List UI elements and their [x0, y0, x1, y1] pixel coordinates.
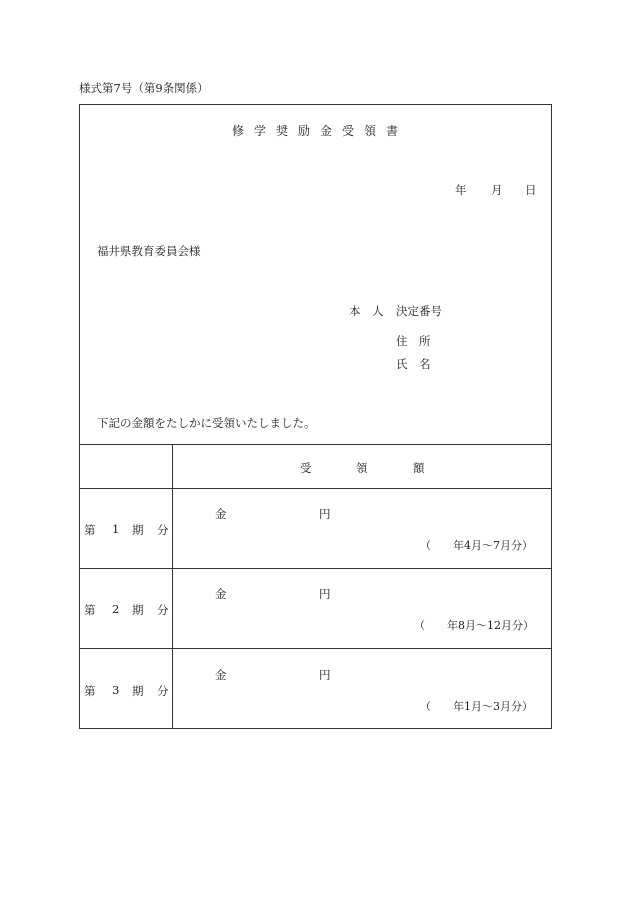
table-header-divider: [79, 488, 552, 489]
period-2-bun: 分: [157, 603, 169, 617]
period-1-currency-suffix: 円: [319, 507, 331, 521]
period-2-currency-suffix: 円: [319, 587, 331, 601]
addressee: 福井県教育委員会様: [97, 244, 201, 258]
form-id: 様式第7号（第9条関係）: [79, 81, 209, 95]
applicant-person-label: 本 人: [349, 304, 384, 318]
period-1-ki: 期: [132, 523, 144, 537]
period-3-currency-suffix: 円: [319, 668, 331, 682]
header-receipt-char: 受: [300, 461, 312, 475]
decision-number-label: 決定番号: [396, 304, 442, 318]
header-receive-char: 領: [356, 461, 368, 475]
header-amount-char: 額: [413, 461, 425, 475]
date-month-label: 月: [491, 183, 503, 197]
period-3-dai: 第: [84, 684, 96, 698]
document-title: 修学奨励金受領書: [231, 124, 408, 138]
period-2-month-range: （ 年8月～12月分）: [414, 619, 534, 632]
period-2-number: 2: [112, 602, 120, 616]
period-1-number: 1: [112, 522, 120, 536]
row-divider-2: [79, 648, 552, 649]
receipt-statement: 下記の金額をたしかに受領いたしました。: [97, 416, 316, 430]
date-day-label: 日: [525, 183, 537, 197]
table-top-border: [79, 444, 552, 445]
period-2-dai: 第: [84, 603, 96, 617]
table-column-divider: [172, 444, 173, 729]
period-3-number: 3: [112, 683, 120, 697]
period-1-bun: 分: [157, 523, 169, 537]
period-3-currency-prefix: 金: [215, 668, 227, 682]
period-3-ki: 期: [132, 684, 144, 698]
period-2-currency-prefix: 金: [215, 587, 227, 601]
name-label: 氏 名: [396, 357, 431, 371]
date-year-label: 年: [455, 183, 467, 197]
period-1-month-range: （ 年4月～7月分）: [420, 539, 533, 552]
period-1-dai: 第: [84, 523, 96, 537]
period-3-bun: 分: [157, 684, 169, 698]
period-2-ki: 期: [132, 603, 144, 617]
row-divider-1: [79, 568, 552, 569]
address-label: 住 所: [396, 334, 431, 348]
period-1-currency-prefix: 金: [215, 507, 227, 521]
period-3-month-range: （ 年1月～3月分）: [420, 700, 533, 713]
